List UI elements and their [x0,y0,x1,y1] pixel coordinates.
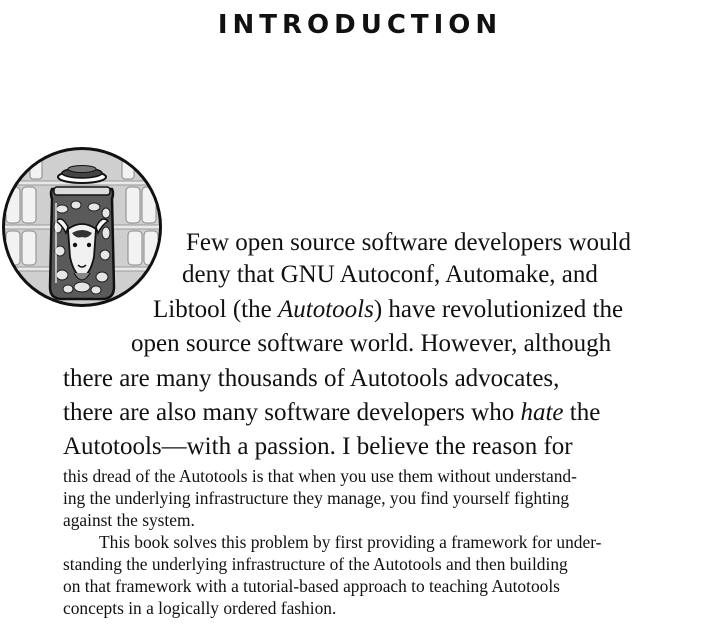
lead-line-7: Autotools—with a passion. I believe the reason for [63,433,573,460]
lead-line-5: there are many thousands of Autotools advocates, [63,365,560,392]
lead-line-1: Few open source software developers would [186,229,632,256]
body-line-2: ing the underlying infrastructure they manage, you find yourself fighting [63,488,570,508]
lead-line-3-text-a: Libtool (the [153,296,278,323]
lead-line-6-text-a: there are also many software developers who [63,399,521,426]
lead-line-2: deny that GNU Autoconf, Automake, and [182,261,598,288]
body-line-1: this dread of the Autotools is that when you use them without understand- [63,466,577,486]
body-line-6: on that framework with a tutorial-based approach to teaching Autotools [63,576,560,596]
body-line-3: against the system. [63,510,195,530]
lead-line-4: open source software world. However, although [131,330,612,357]
hate-emphasis: hate [520,399,564,426]
autotools-emphasis: Autotools [277,296,374,323]
lead-line-6 [63,397,600,429]
jar-with-gnu-icon [2,147,162,307]
lead-line-3 [153,294,623,326]
body-line-5: standing the underlying infrastructure of the Autotools and then building [63,554,568,574]
body-line-7: concepts in a logically ordered fashion. [63,598,337,618]
body-line-4: This book solves this problem by first providing a framework for under- [99,532,602,552]
chapter-title: INTRODUCTION [217,10,503,40]
lead-line-6-text-b: the [563,399,601,426]
lead-line-3-text-b: ) have revolutionized the [373,296,624,323]
